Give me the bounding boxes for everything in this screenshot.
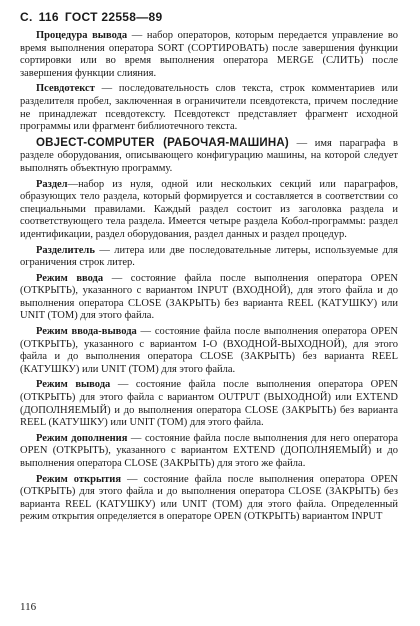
definition-text: — состояние файла после выполнения оператора OPEN (ОТКРЫТЬ), указанного с вариантом INPUT (ВХОДНОЙ), для этого файла и до выполнения оператора CLOSE (ЗАКРЫТЬ) без варианта REEL (КАТУШКУ) или UNIT (ТОМ) для этого файла. [20, 272, 399, 322]
definition-input-mode [20, 273, 398, 323]
term: Процедура вывода [36, 30, 128, 41]
definition-division [20, 179, 398, 242]
header-page-number: 116 [38, 10, 59, 24]
page-header [20, 10, 163, 24]
term: Режим вывода [36, 379, 111, 391]
term: OBJECT-COMPUTER (РАБОЧАЯ-МАШИНА) [36, 136, 289, 149]
definition-text: — литера или две последовательные литеры, используемые для ограничения строк литер. [20, 244, 398, 269]
definition-pseudotext [20, 83, 398, 133]
term: Режим ввода-вывода [36, 326, 137, 338]
term: Раздел [36, 178, 68, 190]
term: Режим открытия [36, 473, 122, 485]
definition-output-mode [20, 379, 398, 429]
definition-separator [20, 245, 398, 270]
term: Режим ввода [36, 272, 104, 284]
footer-page-number: 116 [20, 601, 37, 613]
definition-text: — состояние файла после выполнения оператора OPEN (ОТКРЫТЬ) для этого файла с вариантом OUTPUT (ВЫХОДНОЙ) или EXTEND (ДОПОЛНЯЕМЫЙ) и до выполнения оператора CLOSE (ЗАКРЫТЬ) без варианта REEL (КАТУШКУ) или UNIT (ТОМ) для этого файла. [20, 379, 398, 429]
standard-designation: ГОСТ 22558—89 [64, 10, 163, 24]
definition-text: — набор операторов, которым передается управление во время выполнения оператора SORT (СОРТИРОВАТЬ) после завершения функции сортировки или во время выполнения оператора MERGE (СЛИТЬ) после завершения функции слияния. [20, 30, 398, 79]
definition-io-mode [20, 326, 398, 376]
definition-text: — имя параграфа в разделе оборудования, описывающего конфигурацию машины, на которой следует выполнять объектную программу. [20, 137, 399, 174]
definition-text: — состояние файла после выполнения для него оператора OPEN (ОТКРЫТЬ), указанного с вариантом EXTEND (ДОПОЛНЯЕМЫЙ) и до выполнения оператора CLOSE (ЗАКРЫТЬ) для этого же файла. [20, 432, 398, 469]
definition-text: — состояние файла после выполнения оператора OPEN (ОТКРЫТЬ) для этого файла и до выполнения оператора CLOSE (ЗАКРЫТЬ) без варианта REEL (КАТУШКУ) или UNIT (ТОМ) для этого файла. Определенный режим открытия определяется в операторе OPEN (ОТКРЫТЬ) вариантом INPUT [20, 473, 398, 523]
definition-text: — последовательность слов текста, строк комментариев или разделителя пробел, заключенная в ограничители псевдотекста, причем последние не принадлежат псевдотексту. Псевдотекст представляет фрагмент исходной программы или фрагмент библиотечного текста. [20, 83, 398, 133]
definition-object-computer [20, 137, 398, 176]
definition-open-mode [20, 474, 398, 524]
term: Режим дополнения [36, 432, 128, 444]
page-label: С. [20, 10, 33, 24]
definition-output-procedure [20, 30, 398, 80]
document-body [20, 30, 398, 527]
page-footer [20, 601, 36, 613]
term: Псевдотекст [36, 83, 95, 95]
definition-text: —набор из нуля, одной или нескольких секций или параграфов, образующих тело раздела, который формируется и составляется в соответствии со специальными правилами. Каждый раздел состоит из заголовка раздела и соответствующего тела раздела. Имеется четыре раздела Кобол-программы: раздел идентификации, раздел оборудования, раздел данных и раздел процедур. [20, 178, 398, 240]
term: Разделитель [36, 244, 95, 256]
definition-extend-mode [20, 433, 398, 471]
definition-text: — состояние файла после выполнения оператора OPEN (ОТКРЫТЬ), указанного с вариантом I-O (ВХОДНОЙ-ВЫХОДНОЙ), для этого файла и до выполнения оператора CLOSE (ЗАКРЫТЬ) без варианта REEL (КАТУШКУ) или UNIT (ТОМ) для этого файла. [20, 326, 398, 375]
